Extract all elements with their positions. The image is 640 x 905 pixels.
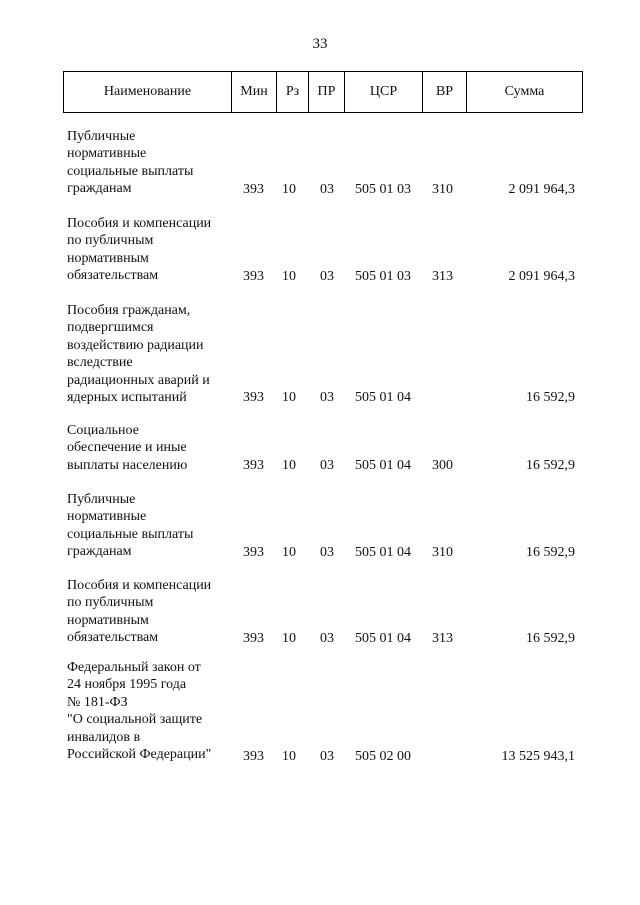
- cell-csr: 505 01 04: [355, 457, 411, 473]
- cell-vr: 313: [432, 630, 453, 646]
- table-row: [63, 215, 583, 285]
- name-line: № 181-ФЗ: [67, 694, 128, 710]
- row-name: [67, 422, 237, 474]
- cell-csr: 505 02 00: [355, 748, 411, 764]
- table-row: [63, 659, 583, 765]
- cell-sum: 2 091 964,3: [508, 268, 575, 284]
- cell-vr: 313: [432, 268, 453, 284]
- cell-pr: 03: [320, 630, 334, 646]
- name-line: гражданам: [67, 181, 132, 197]
- name-line: 24 ноября 1995 года: [67, 677, 187, 693]
- name-line: воздействию радиации: [67, 337, 204, 353]
- name-line: Пособия гражданам,: [67, 303, 191, 318]
- cell-sum: 16 592,9: [526, 544, 575, 560]
- row-name: [67, 491, 237, 561]
- name-line: нормативным: [67, 612, 149, 628]
- name-line: Пособия и компенсации: [67, 578, 212, 593]
- cell-min: 393: [243, 748, 264, 764]
- header-rz: Рз: [277, 72, 309, 112]
- cell-rz: 10: [282, 181, 296, 197]
- name-line: гражданам: [67, 544, 132, 560]
- table-header: [63, 71, 583, 113]
- name-line: Социальное: [67, 423, 139, 438]
- cell-csr: 505 01 03: [355, 181, 411, 197]
- row-name: [67, 659, 237, 763]
- header-sum: Сумма: [504, 84, 545, 99]
- cell-sum: 16 592,9: [526, 457, 575, 473]
- cell-sum: 13 525 943,1: [501, 748, 575, 764]
- table-row: [63, 302, 583, 406]
- name-line: инвалидов в: [67, 729, 141, 745]
- row-name: [67, 128, 237, 198]
- cell-pr: 03: [320, 457, 334, 473]
- table-row: [63, 422, 583, 474]
- cell-pr: 03: [320, 748, 334, 764]
- page-number: 33: [312, 36, 328, 52]
- name-line: по публичным: [67, 233, 154, 249]
- cell-pr: 03: [320, 181, 334, 197]
- name-line: "О социальной защите: [67, 712, 203, 728]
- cell-min: 393: [243, 457, 264, 473]
- cell-vr: 300: [432, 457, 453, 473]
- name-line: обязательствам: [67, 268, 159, 284]
- row-name: [67, 302, 237, 406]
- name-line: подвергшимся: [67, 320, 154, 336]
- cell-rz: 10: [282, 268, 296, 284]
- header-pr: ПР: [309, 72, 345, 112]
- cell-rz: 10: [282, 630, 296, 646]
- cell-sum: 16 592,9: [526, 630, 575, 646]
- cell-csr: 505 01 03: [355, 268, 411, 284]
- table-row: [63, 491, 583, 561]
- name-line: радиационных аварий и: [67, 372, 210, 388]
- row-name: [67, 215, 237, 285]
- name-line: нормативные: [67, 509, 147, 525]
- table-row: [63, 128, 583, 198]
- name-line: социальные выплаты: [67, 163, 194, 179]
- cell-min: 393: [243, 268, 264, 284]
- cell-rz: 10: [282, 544, 296, 560]
- header-vr: ВР: [423, 72, 467, 112]
- name-line: выплаты населению: [67, 457, 188, 473]
- cell-csr: 505 01 04: [355, 630, 411, 646]
- header-min: Мин: [232, 72, 277, 112]
- table-row: [63, 577, 583, 647]
- cell-rz: 10: [282, 389, 296, 405]
- header-name: Наименование: [64, 72, 232, 112]
- name-line: социальные выплаты: [67, 526, 194, 542]
- name-line: вследствие: [67, 355, 133, 371]
- name-line: ядерных испытаний: [67, 390, 187, 406]
- cell-rz: 10: [282, 457, 296, 473]
- cell-sum: 16 592,9: [526, 389, 575, 405]
- cell-min: 393: [243, 181, 264, 197]
- row-name: [67, 577, 237, 647]
- cell-csr: 505 01 04: [355, 389, 411, 405]
- cell-pr: 03: [320, 389, 334, 405]
- cell-vr: 310: [432, 544, 453, 560]
- cell-pr: 03: [320, 268, 334, 284]
- cell-rz: 10: [282, 748, 296, 764]
- name-line: Российской Федерации": [67, 747, 212, 763]
- name-line: обязательствам: [67, 630, 159, 646]
- cell-csr: 505 01 04: [355, 544, 411, 560]
- header-csr: ЦСР: [345, 72, 423, 112]
- cell-sum: 2 091 964,3: [508, 181, 575, 197]
- cell-min: 393: [243, 630, 264, 646]
- name-line: обеспечение и иные: [67, 440, 187, 456]
- cell-pr: 03: [320, 544, 334, 560]
- cell-vr: 310: [432, 181, 453, 197]
- cell-min: 393: [243, 389, 264, 405]
- name-line: Публичные: [67, 129, 136, 144]
- name-line: Пособия и компенсации: [67, 216, 212, 231]
- name-line: по публичным: [67, 595, 154, 611]
- name-line: нормативным: [67, 250, 149, 266]
- name-line: Федеральный закон от: [67, 660, 201, 675]
- cell-min: 393: [243, 544, 264, 560]
- name-line: нормативные: [67, 146, 147, 162]
- name-line: Публичные: [67, 492, 136, 507]
